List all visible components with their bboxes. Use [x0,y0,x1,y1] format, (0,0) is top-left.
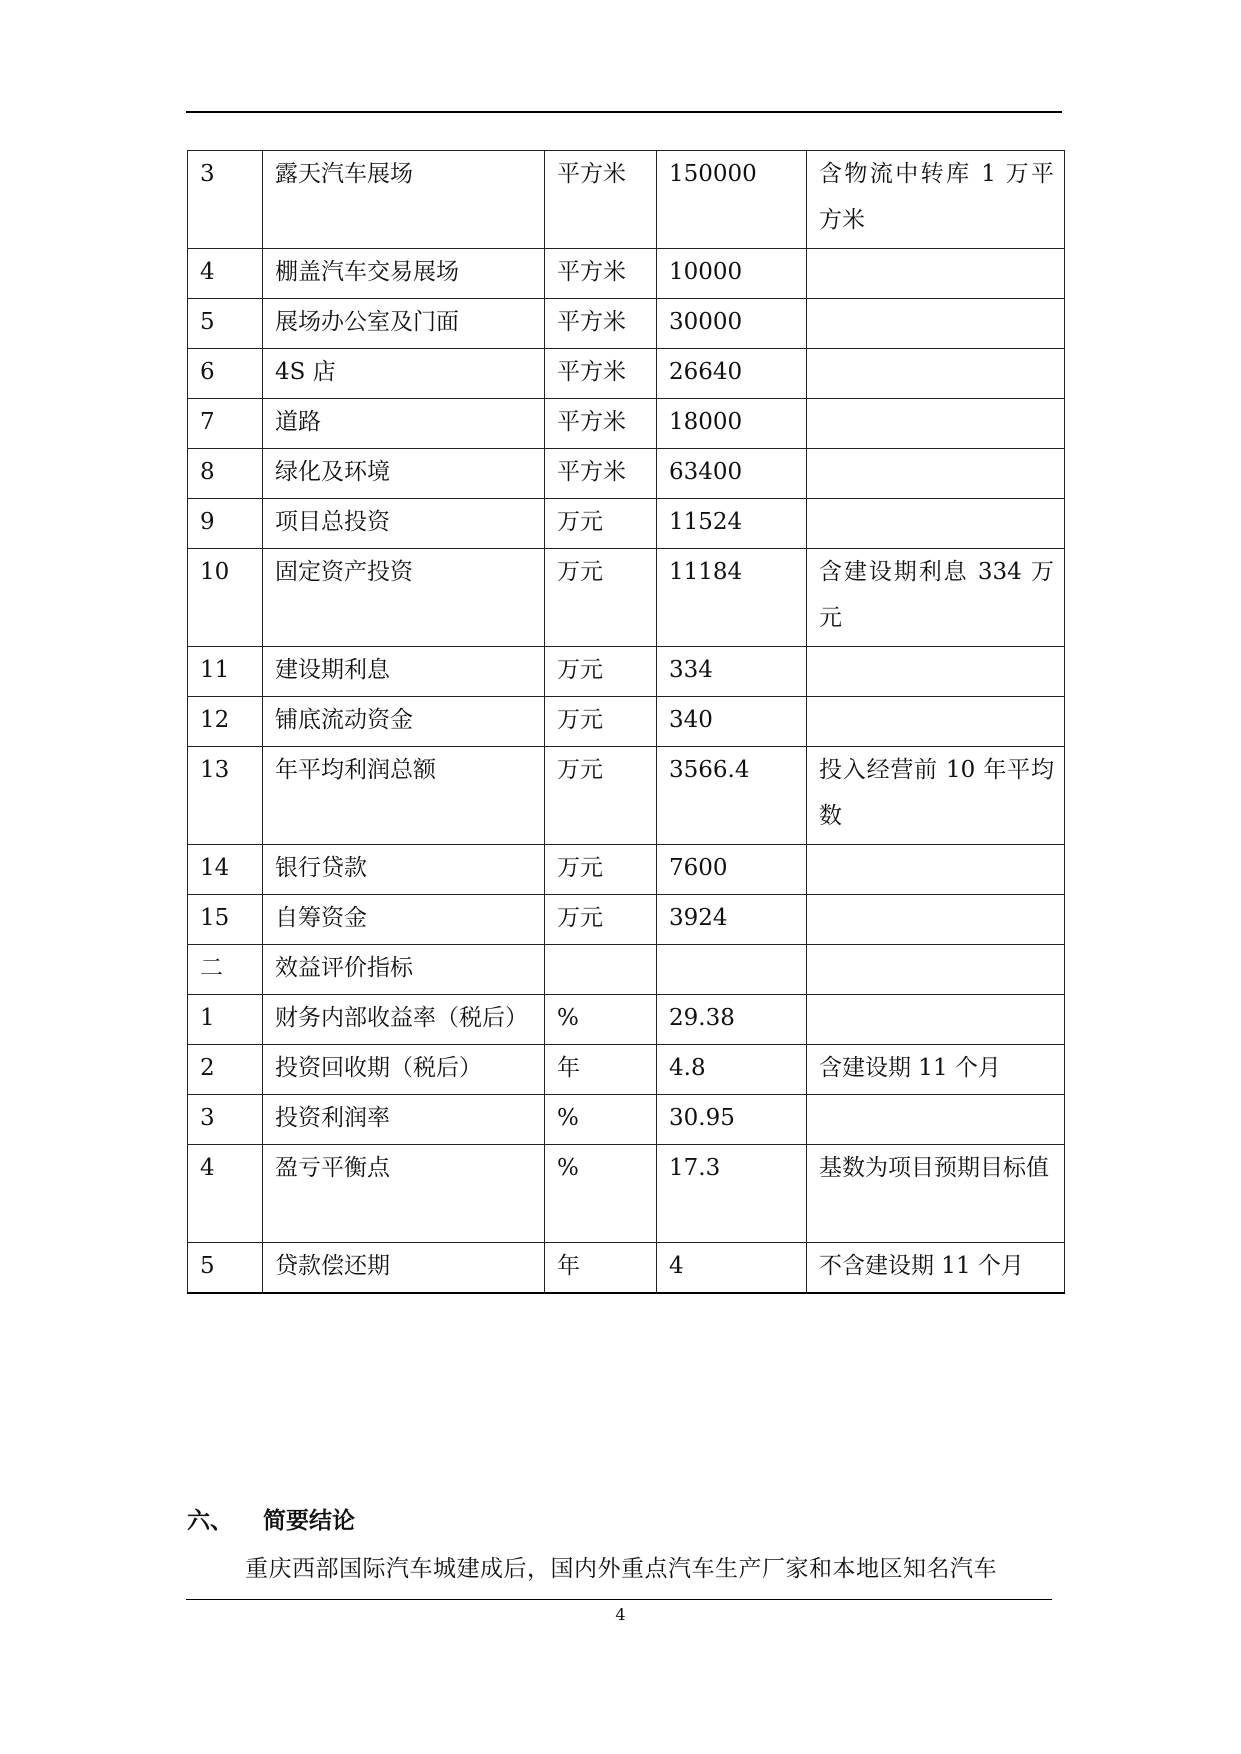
value: 4 [657,1243,807,1294]
row-number: 4 [188,249,263,299]
value: 150000 [657,151,807,249]
item-name: 露天汽车展场 [263,151,545,249]
table-row [188,1145,1065,1243]
item-name: 展场办公室及门面 [263,299,545,349]
page-number: 4 [615,1605,626,1624]
row-number: 5 [188,299,263,349]
row-number: 14 [188,845,263,895]
row-number: 3 [188,151,263,249]
table-row [188,299,1065,349]
row-number: 1 [188,995,263,1045]
unit: % [545,995,657,1045]
item-name: 贷款偿还期 [263,1243,545,1294]
table-row [188,945,1065,995]
section-number: 二 [188,945,263,995]
footer-rule [186,1599,1052,1600]
table-row [188,1243,1065,1294]
note [807,449,1065,499]
value: 10000 [657,249,807,299]
item-name: 自筹资金 [263,895,545,945]
item-name: 投资回收期（税后） [263,1045,545,1095]
unit: 平方米 [545,151,657,249]
table-row [188,449,1065,499]
row-number: 5 [188,1243,263,1294]
value: 18000 [657,399,807,449]
note [807,399,1065,449]
note [807,697,1065,747]
unit [545,945,657,995]
row-number: 10 [188,549,263,647]
unit: 万元 [545,697,657,747]
item-name: 道路 [263,399,545,449]
unit: 年 [545,1243,657,1294]
item-name: 固定资产投资 [263,549,545,647]
value: 340 [657,697,807,747]
table-row [188,549,1065,647]
note [807,945,1065,995]
row-number: 2 [188,1045,263,1095]
row-number: 11 [188,647,263,697]
note [807,249,1065,299]
value: 4.8 [657,1045,807,1095]
table-row [188,647,1065,697]
row-number: 13 [188,747,263,845]
body-paragraph: 重庆西部国际汽车城建成后，国内外重点汽车生产厂家和本地区知名汽车 [245,1556,997,1582]
value: 3924 [657,895,807,945]
note: 投入经营前 10 年平均数 [807,747,1065,845]
unit: 平方米 [545,349,657,399]
value: 63400 [657,449,807,499]
row-number: 6 [188,349,263,399]
value: 26640 [657,349,807,399]
note [807,845,1065,895]
value: 11184 [657,549,807,647]
section-title: 效益评价指标 [263,945,545,995]
section-heading [187,1502,355,1535]
row-number: 12 [188,697,263,747]
unit: 万元 [545,647,657,697]
note [807,299,1065,349]
row-number: 9 [188,499,263,549]
investment-indicator-table [187,150,1065,1294]
value: 334 [657,647,807,697]
note [807,995,1065,1045]
table-row [188,1095,1065,1145]
unit: 万元 [545,895,657,945]
table-row [188,995,1065,1045]
section-title: 简要结论 [263,1508,355,1534]
value: 29.38 [657,995,807,1045]
item-name: 4S 店 [263,349,545,399]
value [657,945,807,995]
row-number: 4 [188,1145,263,1243]
unit: 万元 [545,499,657,549]
item-name: 盈亏平衡点 [263,1145,545,1243]
note: 基数为项目预期目标值 [807,1145,1065,1243]
note: 含建设期利息 334 万元 [807,549,1065,647]
table-row [188,249,1065,299]
unit: % [545,1145,657,1243]
item-name: 年平均利润总额 [263,747,545,845]
value: 7600 [657,845,807,895]
note: 含建设期 11 个月 [807,1045,1065,1095]
table-row [188,697,1065,747]
value: 17.3 [657,1145,807,1243]
item-name: 建设期利息 [263,647,545,697]
table-row [188,499,1065,549]
note [807,1095,1065,1145]
value: 30000 [657,299,807,349]
note [807,499,1065,549]
unit: 万元 [545,845,657,895]
row-number: 7 [188,399,263,449]
table-row [188,1045,1065,1095]
unit: 年 [545,1045,657,1095]
note [807,349,1065,399]
item-name: 绿化及环境 [263,449,545,499]
row-number: 3 [188,1095,263,1145]
row-number: 15 [188,895,263,945]
value: 30.95 [657,1095,807,1145]
note: 含物流中转库 1 万平方米 [807,151,1065,249]
section-number: 六、 [187,1508,233,1534]
table-row [188,747,1065,845]
row-number: 8 [188,449,263,499]
table-row [188,399,1065,449]
unit: 平方米 [545,399,657,449]
table-row [188,895,1065,945]
unit: 平方米 [545,299,657,349]
unit: % [545,1095,657,1145]
value: 3566.4 [657,747,807,845]
unit: 万元 [545,549,657,647]
note [807,647,1065,697]
item-name: 棚盖汽车交易展场 [263,249,545,299]
note [807,895,1065,945]
item-name: 项目总投资 [263,499,545,549]
unit: 平方米 [545,449,657,499]
table-row [188,845,1065,895]
header-rule [186,111,1062,113]
item-name: 银行贷款 [263,845,545,895]
item-name: 铺底流动资金 [263,697,545,747]
note: 不含建设期 11 个月 [807,1243,1065,1294]
table-row [188,349,1065,399]
unit: 平方米 [545,249,657,299]
table-row [188,151,1065,249]
item-name: 投资利润率 [263,1095,545,1145]
unit: 万元 [545,747,657,845]
item-name: 财务内部收益率（税后） [263,995,545,1045]
value: 11524 [657,499,807,549]
